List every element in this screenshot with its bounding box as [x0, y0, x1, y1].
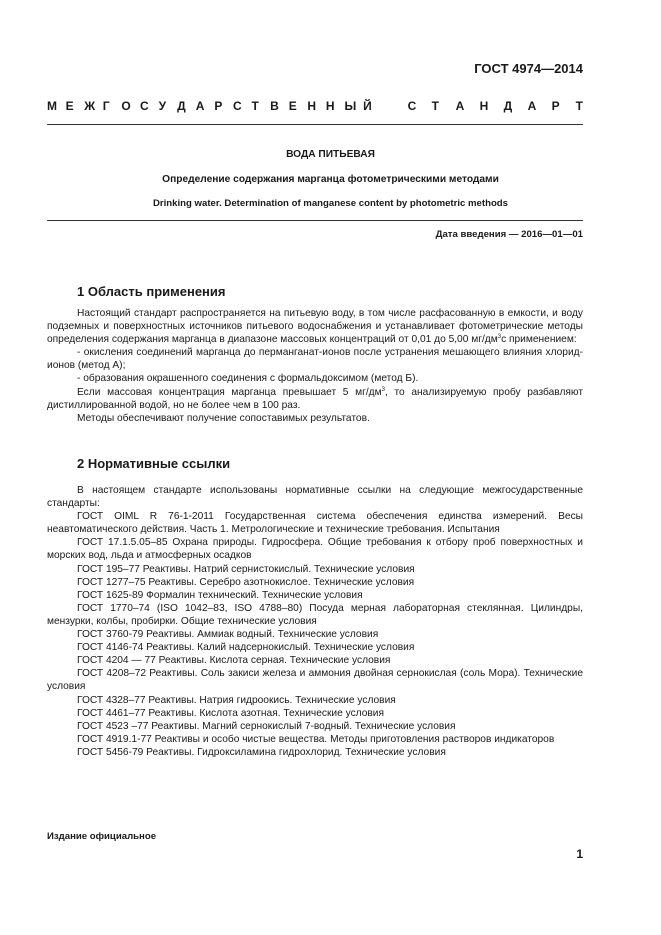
scope-paragraph: Настоящий стандарт распространяется на питьевую воду, в том числе расфасованную в емкости, и воду подземных и поверхностных источников питьевого водоснабжения и устанавливает фотометрические методы определения содержания марганца в диапазоне массовых концентраций от 0,01 до 5,00 $мг/дм^3с$ применением:: [47, 308, 583, 346]
reference-item: ГОСТ 4328–77 Реактивы. Натрия гидроокись. Технические условия: [77, 694, 396, 706]
divider-top: [47, 124, 583, 125]
page-number: 1: [576, 847, 583, 861]
reference-item: ГОСТ 4204 — 77 Реактивы. Кислота серная. Технические условия: [77, 655, 391, 667]
english-subtitle: Drinking water. Determination of manganese content by photometric methods: [152, 198, 509, 209]
reference-item: ГОСТ 1770–74 (ISO 1042–83, ISO 4788–80) Посуда мерная лабораторная стеклянная. Цилиндры, мензурки, колбы, пробирки. Общие технические условия: [47, 602, 583, 627]
dilution-paragraph: Если массовая концентрация марганца превышает 5 $мг/дм^3$, то анализируемую пробу разбавляют дистиллированной водой, но не более чем в 100 раз.: [47, 386, 584, 411]
section-2-body: [47, 484, 583, 759]
reference-item: ГОСТ 4461–77 Реактивы. Кислота азотная. Технические условия: [77, 707, 385, 719]
russian-subtitle: Определение содержания марганца фотометрическими методами: [162, 174, 499, 185]
reference-item: ГОСТ 195–77 Реактивы. Натрий сернистокислый. Технические условия: [77, 563, 415, 575]
reference-item: ГОСТ 4146-74 Реактивы. Калий надсернокислый. Технические условия: [77, 642, 415, 654]
section-1-body: [47, 307, 583, 425]
reference-item: ГОСТ 4919.1-77 Реактивы и особо чистые вещества. Методы приготовления растворов индикаторов: [77, 733, 555, 745]
reference-item: ГОСТ 4208–72 Реактивы. Соль закиси железа и аммония двойная сернокислая (соль Мора). Технические условия: [47, 668, 583, 693]
reference-item: ГОСТ 17.1.5.05–85 Охрана природы. Гидросфера. Общие требования к отбору проб поверхностных и морских вод, льда и атмосферных осадков: [47, 537, 583, 562]
reference-item: ГОСТ 5456-79 Реактивы. Гидроксиламина гидрохлорид. Технические условия: [77, 746, 446, 758]
reference-item: ГОСТ 4523 –77 Реактивы. Магний сернокислый 7-водный. Технические условия: [77, 720, 456, 732]
comparability-paragraph: Методы обеспечивают получение сопоставимых результатов.: [77, 412, 370, 424]
method-a-item: - окисления соединений марганца до перманганат-ионов после устранения мешающего влияния хлорид-ионов (метод А);: [47, 347, 583, 372]
reference-list: [47, 510, 583, 759]
standard-word-2: С Т А Н Д А Р Т: [407, 99, 583, 113]
section-2-heading: 2 Нормативные ссылки: [77, 456, 231, 471]
reference-item: ГОСТ 3760-79 Реактивы. Аммиак водный. Технические условия: [77, 629, 379, 641]
reference-item: ГОСТ 1277–75 Реактивы. Серебро азотнокислое. Технические условия: [77, 576, 415, 588]
references-intro: В настоящем стандарте использованы нормативные ссылки на следующие межгосударственные стандарты:: [47, 485, 583, 510]
method-b-item: - образования окрашенного соединения с формальдоксимом (метод Б).: [77, 373, 419, 385]
reference-item: ГОСТ OIML R 76-1-2011 Государственная система обеспечения единства измерений. Весы неавтоматического действия. Часть 1. Метрологические и технические требования. Испытания: [47, 511, 583, 536]
standard-word-1: М Е Ж Г О С У Д А Р С Т В Е Н Н Ы Й: [47, 99, 372, 113]
official-edition-label: Издание официальное: [47, 831, 157, 842]
document-code: ГОСТ 4974—2014: [474, 61, 583, 76]
introduction-date: Дата введения — 2016—01—01: [435, 229, 583, 240]
document-title: ВОДА ПИТЬЕВАЯ: [286, 149, 375, 160]
reference-item: ГОСТ 1625-89 Формалин технический. Технические условия: [77, 589, 363, 601]
standard-type-line: [47, 99, 583, 113]
section-1-heading: 1 Область применения: [77, 284, 226, 299]
divider-title: [47, 220, 583, 221]
